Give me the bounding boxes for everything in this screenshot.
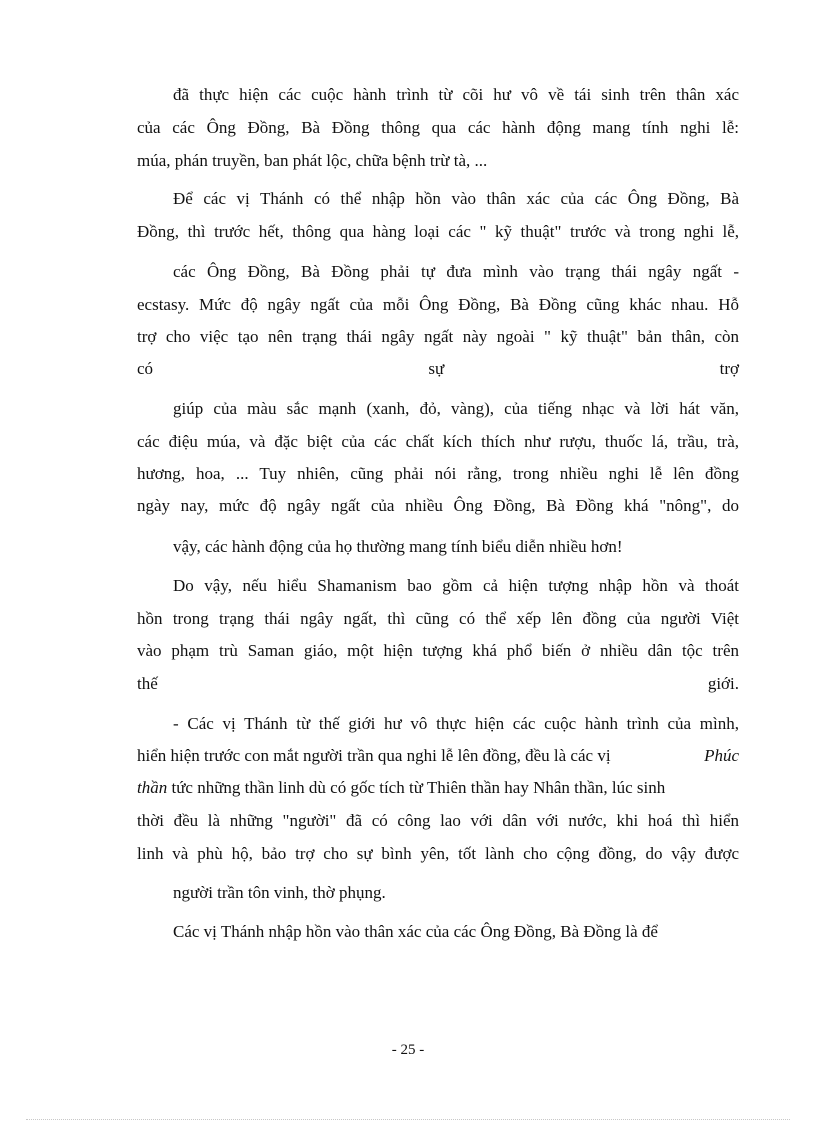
body-line: thời đều là những "người" đã có công lao với dân với nước, khi hoá thì hiển bbox=[137, 811, 739, 830]
line-text: tức những thần linh dù có gốc tích từ Thiên thần hay Nhân thần, lúc sinh bbox=[171, 778, 666, 797]
body-line: hồn trong trạng thái ngây ngất, thì cũng có thể xếp lên đồng của người Việt bbox=[137, 609, 739, 628]
body-line: múa, phán truyền, ban phát lộc, chữa bệnh trừ tà, ... bbox=[137, 151, 488, 170]
body-line: của các Ông Đồng, Bà Đồng thông qua các hành động mang tính nghi lễ: bbox=[137, 118, 739, 137]
body-line: Để các vị Thánh có thể nhập hồn vào thân xác của các Ông Đồng, Bà bbox=[173, 189, 739, 208]
italic-term: thần bbox=[137, 778, 168, 797]
body-line: ngày nay, mức độ ngây ngất của nhiều Ông Đồng, Bà Đồng khá "nông", do bbox=[137, 496, 739, 515]
body-line: trợ cho việc tạo nên trạng thái ngây ngất này ngoài " kỹ thuật" bản thân, còn bbox=[137, 327, 739, 346]
body-line: Các vị Thánh nhập hồn vào thân xác của các Ông Đồng, Bà Đồng là để bbox=[173, 922, 658, 941]
body-line: vào phạm trù Saman giáo, một hiện tượng khá phổ biến ở nhiều dân tộc trên bbox=[137, 641, 739, 660]
line-text: hiển hiện trước con mắt người trần qua nghi lễ lên đồng, đều là các vị bbox=[137, 746, 611, 765]
body-line: người trần tôn vinh, thờ phụng. bbox=[173, 883, 386, 902]
body-line-spread bbox=[137, 673, 739, 695]
page-number: - 25 - bbox=[391, 1042, 425, 1058]
body-line: hương, hoa, ... Tuy nhiên, cũng phải nói rằng, trong nhiều nghi lễ lên đồng bbox=[137, 464, 739, 483]
body-line: vậy, các hành động của họ thường mang tính biểu diễn nhiều hơn! bbox=[173, 537, 623, 556]
body-line: Do vậy, nếu hiểu Shamanism bao gồm cả hiện tượng nhập hồn và thoát bbox=[173, 576, 739, 595]
body-line: giúp của màu sắc mạnh (xanh, đỏ, vàng), của tiếng nhạc và lời hát văn, bbox=[173, 399, 739, 418]
body-line: Đồng, thì trước hết, thông qua hàng loại các " kỹ thuật" trước và trong nghi lễ, bbox=[137, 222, 739, 241]
body-line bbox=[137, 777, 739, 799]
word: có bbox=[137, 359, 154, 378]
body-line-spread bbox=[137, 358, 739, 380]
italic-term: Phúc bbox=[704, 746, 739, 765]
body-line: các điệu múa, và đặc biệt của các chất kích thích như rượu, thuốc lá, trầu, trà, bbox=[137, 432, 739, 451]
body-line: đã thực hiện các cuộc hành trình từ cõi hư vô về tái sinh trên thân xác bbox=[173, 85, 739, 104]
body-line: - Các vị Thánh từ thế giới hư vô thực hiện các cuộc hành trình của mình, bbox=[173, 714, 739, 733]
word: thế bbox=[137, 674, 158, 693]
word: sự bbox=[428, 359, 445, 378]
body-line: các Ông Đồng, Bà Đồng phải tự đưa mình vào trạng thái ngây ngất - bbox=[173, 262, 739, 281]
word: giới. bbox=[707, 674, 739, 693]
word: trợ bbox=[719, 359, 739, 378]
body-line: linh và phù hộ, bảo trợ cho sự bình yên, tốt lành cho cộng đồng, do vậy được bbox=[137, 844, 739, 863]
body-line-spread bbox=[137, 745, 739, 767]
body-line: ecstasy. Mức độ ngây ngất của mỗi Ông Đồng, Bà Đồng cũng khác nhau. Hỗ bbox=[137, 295, 739, 314]
page-bottom-border bbox=[26, 1119, 790, 1120]
